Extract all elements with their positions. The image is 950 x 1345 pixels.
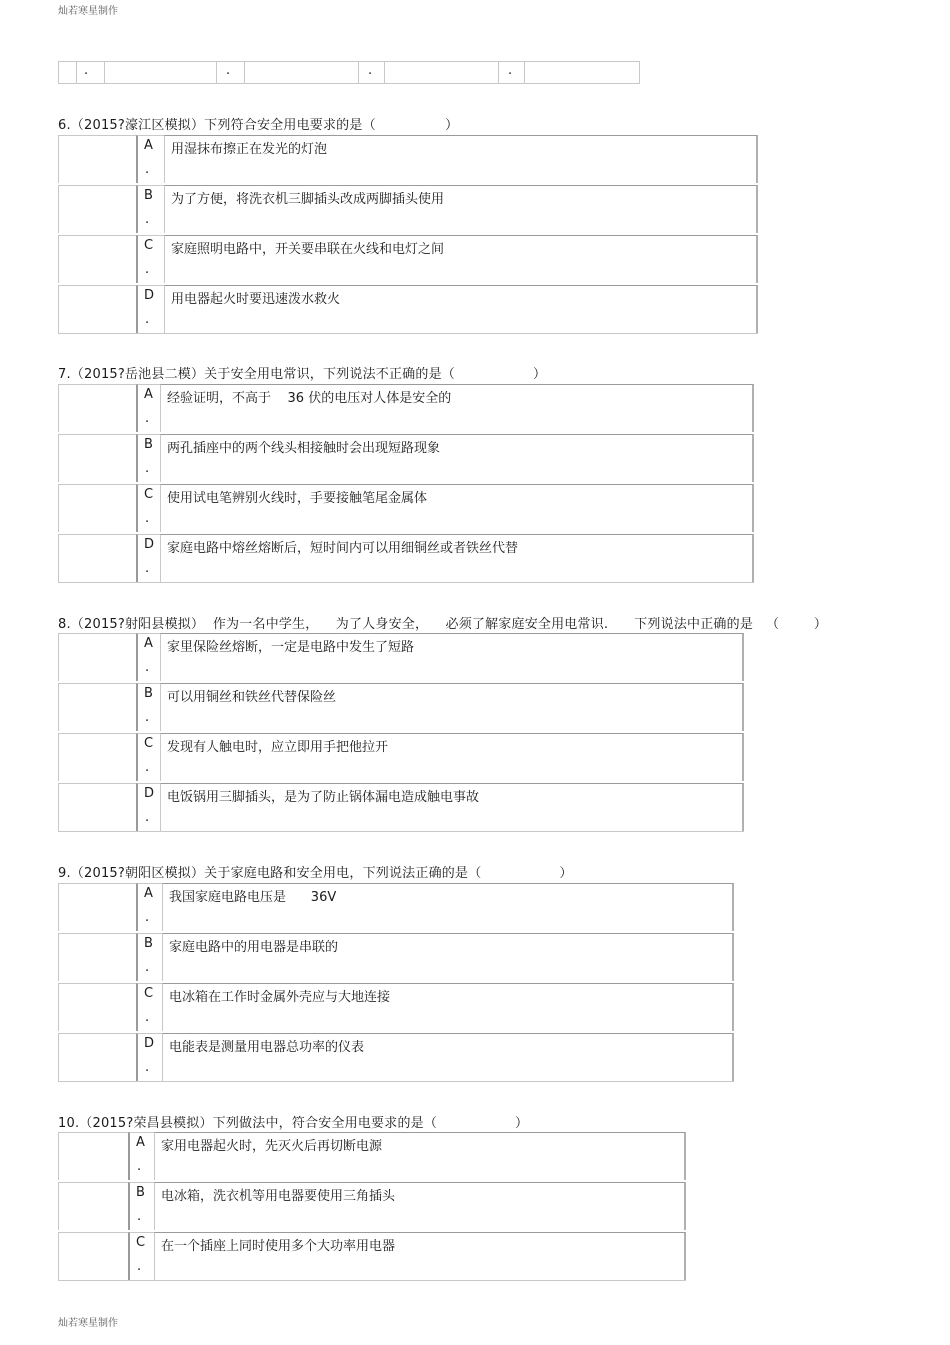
header-label: 灿若寒星制作 <box>58 6 118 17</box>
option-letter: B <box>144 188 153 203</box>
option-letter: C <box>144 736 154 751</box>
option-text: 用电器起火时要迅速泼水救火 <box>171 292 341 307</box>
option-dot: . <box>145 162 150 177</box>
option-letter: A <box>144 138 153 153</box>
question-8-stem: 8.（2015?射阳县模拟） 作为一名中学生， 为了人身安全， 必须了解家庭安全用电常识. 下列说法中正确的是 （ ） <box>58 617 828 632</box>
option-letter: B <box>144 686 153 701</box>
option-dot: . <box>145 511 150 526</box>
option-text: 发现有人触电时，应立即用手把他拉开 <box>167 740 389 755</box>
option-dot: . <box>137 1209 142 1224</box>
cell-divider <box>498 61 499 83</box>
option-dot: . <box>145 312 150 327</box>
option-dot: . <box>145 212 150 227</box>
option-text: 电冰箱在工作时金属外壳应与大地连接 <box>169 990 391 1005</box>
question-9-stem: 9.（2015?朝阳区模拟）关于家庭电路和安全用电，下列说法正确的是（ ） <box>58 866 573 881</box>
cell-divider <box>384 61 385 83</box>
cell-divider <box>216 61 217 83</box>
footer-label: 灿若寒星制作 <box>58 1318 118 1329</box>
cell-divider <box>639 61 640 83</box>
option-dot: . <box>145 461 150 476</box>
option-letter: A <box>136 1135 145 1150</box>
option-text: 电能表是测量用电器总功率的仪表 <box>169 1040 365 1055</box>
option-text: 使用试电笔辨别火线时，手要接触笔尾金属体 <box>167 491 428 506</box>
option-text: 电饭锅用三脚插头，是为了防止锅体漏电造成触电事故 <box>167 790 480 805</box>
option-dot: . <box>137 1159 142 1174</box>
option-text: 两孔插座中的两个线头相接触时会出现短路现象 <box>167 441 441 456</box>
option-letter: A <box>144 387 153 402</box>
option-dot: . <box>145 710 150 725</box>
option-text: 可以用铜丝和铁丝代替保险丝 <box>167 690 337 705</box>
option-text: 经验证明，不高于 36 伏的电压对人体是安全的 <box>167 391 452 406</box>
fragment-dot: . <box>84 63 89 78</box>
cell-divider <box>244 61 245 83</box>
question-6-stem: 6.（2015?濠江区模拟）下列符合安全用电要求的是（ ） <box>58 118 459 133</box>
option-letter: A <box>144 886 153 901</box>
fragment-dot: . <box>368 63 373 78</box>
option-dot: . <box>145 1060 150 1075</box>
option-text: 家庭照明电路中，开关要串联在火线和电灯之间 <box>171 242 445 257</box>
option-letter: D <box>144 537 155 552</box>
option-letter: B <box>144 936 153 951</box>
option-text: 用湿抹布擦正在发光的灯泡 <box>171 142 328 157</box>
option-dot: . <box>145 660 150 675</box>
option-letter: C <box>144 487 154 502</box>
option-text: 家庭电路中的用电器是串联的 <box>169 940 339 955</box>
option-dot: . <box>145 561 150 576</box>
option-text: 在一个插座上同时使用多个大功率用电器 <box>161 1239 396 1254</box>
cell-divider <box>104 61 105 83</box>
cell-divider <box>524 61 525 83</box>
option-letter: D <box>144 1036 155 1051</box>
option-letter: B <box>136 1185 145 1200</box>
option-dot: . <box>145 1010 150 1025</box>
fragment-dot: . <box>226 63 231 78</box>
option-dot: . <box>137 1259 142 1274</box>
option-letter: C <box>144 238 154 253</box>
option-text: 我国家庭电路电压是 36V <box>169 890 337 905</box>
option-text: 电冰箱，洗衣机等用电器要使用三角插头 <box>161 1189 396 1204</box>
fragment-dot: . <box>508 63 513 78</box>
option-letter: A <box>144 636 153 651</box>
option-dot: . <box>145 910 150 925</box>
option-text: 家用电器起火时，先灭火后再切断电源 <box>161 1139 383 1154</box>
option-dot: . <box>145 411 150 426</box>
option-letter: B <box>144 437 153 452</box>
option-dot: . <box>145 760 150 775</box>
option-letter: D <box>144 786 155 801</box>
option-text: 家里保险丝熔断，一定是电路中发生了短路 <box>167 640 415 655</box>
option-letter: C <box>136 1235 146 1250</box>
option-text: 为了方便，将洗衣机三脚插头改成两脚插头使用 <box>171 192 445 207</box>
option-letter: C <box>144 986 154 1001</box>
question-7-stem: 7.（2015?岳池县二模）关于安全用电常识，下列说法不正确的是（ ） <box>58 367 547 382</box>
question-10-stem: 10.（2015?荣昌县模拟）下列做法中，符合安全用电要求的是（ ） <box>58 1116 529 1131</box>
option-letter: D <box>144 288 155 303</box>
fragment-row-border <box>58 61 640 84</box>
option-dot: . <box>145 810 150 825</box>
option-text: 家庭电路中熔丝熔断后，短时间内可以用细铜丝或者铁丝代替 <box>167 541 519 556</box>
option-dot: . <box>145 262 150 277</box>
option-dot: . <box>145 960 150 975</box>
cell-divider <box>358 61 359 83</box>
